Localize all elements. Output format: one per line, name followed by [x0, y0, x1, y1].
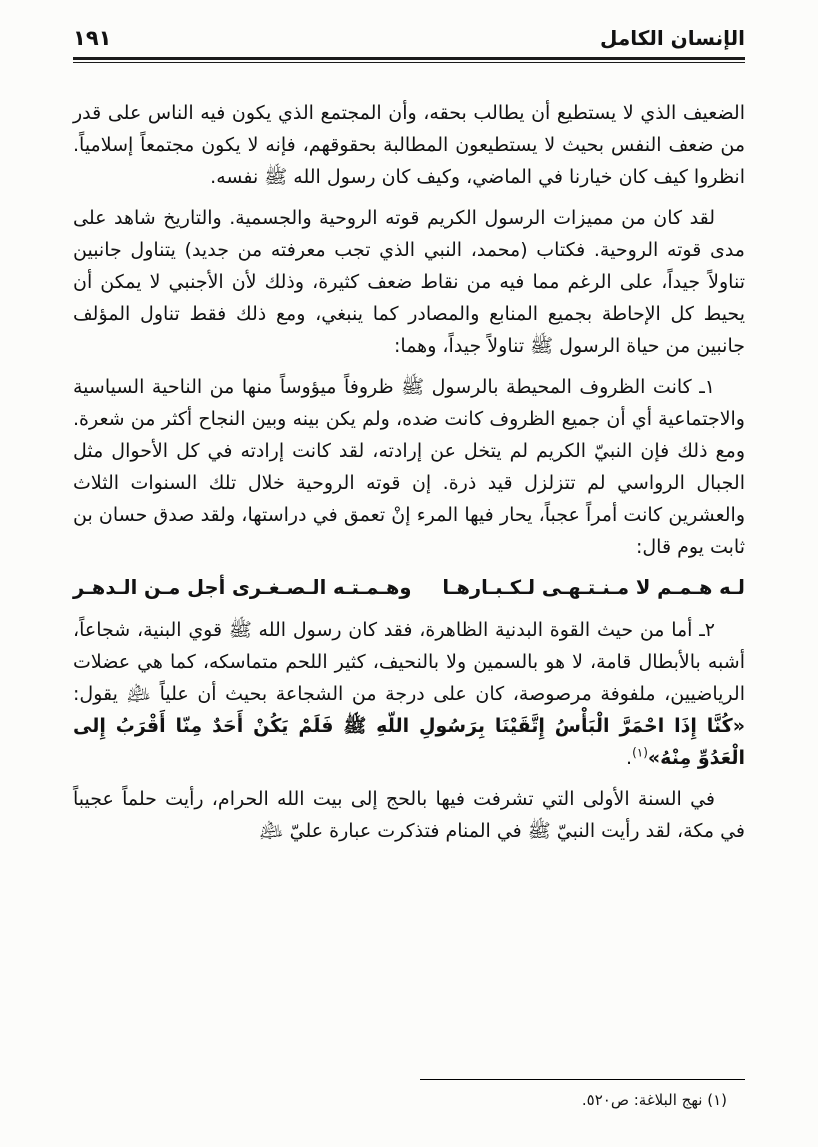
paragraph-4-end: .: [626, 747, 633, 769]
paragraph-1: الضعيف الذي لا يستطيع أن يطالب بحقه، وأن المجتمع الذي يكون فيه الناس على قدر من ضعف النفس بحيث لا يستطيعون المطالبة بحقوقهم، فإنه لا يكون مجتمعاً إسلامياً. انظروا كيف كان خيارنا في الماضي، وكيف كان رسول الله ﷺ نفسه.: [73, 102, 745, 188]
paragraph-4: [73, 614, 745, 774]
header-rule-thin: [73, 62, 745, 63]
page-number: ١٩١: [73, 26, 112, 50]
footnote: [73, 1089, 745, 1111]
footnote-text: نهج البلاغة: ص٥٢٠.: [581, 1091, 703, 1109]
poetry-verse: [73, 572, 745, 604]
footnote-area: [73, 1079, 745, 1112]
page-body: [73, 97, 745, 847]
paragraph-3: ١ـ كانت الظروف المحيطة بالرسول ﷺ ظروفاً ميؤوساً منها من الناحية السياسية والاجتماعية أي أن جميع الظروف كانت ضده، ولم يكن بينه وبين النجاح أكثر من شعرة. ومع ذلك فإن النبيّ الكريم لم يتخل عن إرادته، لقد كانت إرادته في كل الأحوال مثل الجبال الرواسي لم تتزلزل قيد ذرة. إن قوته الروحية خلال تلك السنوات الثلاث والعشرين كانت أمراً عجباً، يحار فيها المرء إنْ تعمق في دراستها، ولقد صدق حسان بن ثابت يوم قال:: [73, 376, 745, 558]
poetry-first-hemistich: لـه هـمـم لا مـنـتـهـى لـكـبـارهـا: [442, 576, 745, 599]
book-title: الإنسان الكامل: [599, 26, 745, 50]
poetry-second-hemistich: وهـمـتـه الـصـغـرى أجل مـن الـدهـر: [73, 576, 412, 599]
footnote-separator: [420, 1079, 745, 1081]
paragraph-4-text: ٢ـ أما من حيث القوة البدنية الظاهرة، فقد كان رسول الله ﷺ قوي البنية، شجاعاً، أشبه بالأبطال قامة، لا هو بالسمين ولا بالنحيف، كثير اللحم متماسكه، كما هي عضلات الرياضيين، ملفوفة مرصوصة، كان على درجة من الشجاعة بحيث أن علياً ﵇ يقول:: [73, 619, 745, 705]
footnote-marker: (١): [707, 1091, 727, 1109]
paragraph-5: في السنة الأولى التي تشرفت فيها بالحج إلى بيت الله الحرام، رأيت حلماً عجيباً في مكة، لقد رأيت النبيّ ﷺ في المنام فتذكرت عبارة عليّ ﵇: [73, 788, 745, 842]
header-rule-thick: [73, 57, 745, 60]
hadith-quote: «كُنَّا إِذَا احْمَرَّ الْبَأْسُ إِتَّقَيْنَا بِرَسُولِ اللّهِ ﷺ فَلَمْ يَكُنْ أَحَدٌ مِنّا أَقْرَبُ إِلى الْعَدُوِّ مِنْهُ»: [73, 715, 745, 769]
page-header: [73, 26, 745, 50]
paragraph-2: لقد كان من مميزات الرسول الكريم قوته الروحية والجسمية. والتاريخ شاهد على مدى قوته الروحية. فكتاب (محمد، النبي الذي تجب معرفته من جديد) يتناول جانبين تناولاً جيداً، على الرغم مما فيه من نقاط ضعف كثيرة، وذلك لأن الأجنبي لا يمكن أن يحيط كل الإحاطة بجميع المنابع والمصادر كما ينبغي، ومع ذلك فقط تناول المؤلف جانبين من حياة الرسول ﷺ تناولاً جيداً، وهما:: [73, 207, 745, 357]
footnote-reference: (١): [632, 745, 648, 760]
